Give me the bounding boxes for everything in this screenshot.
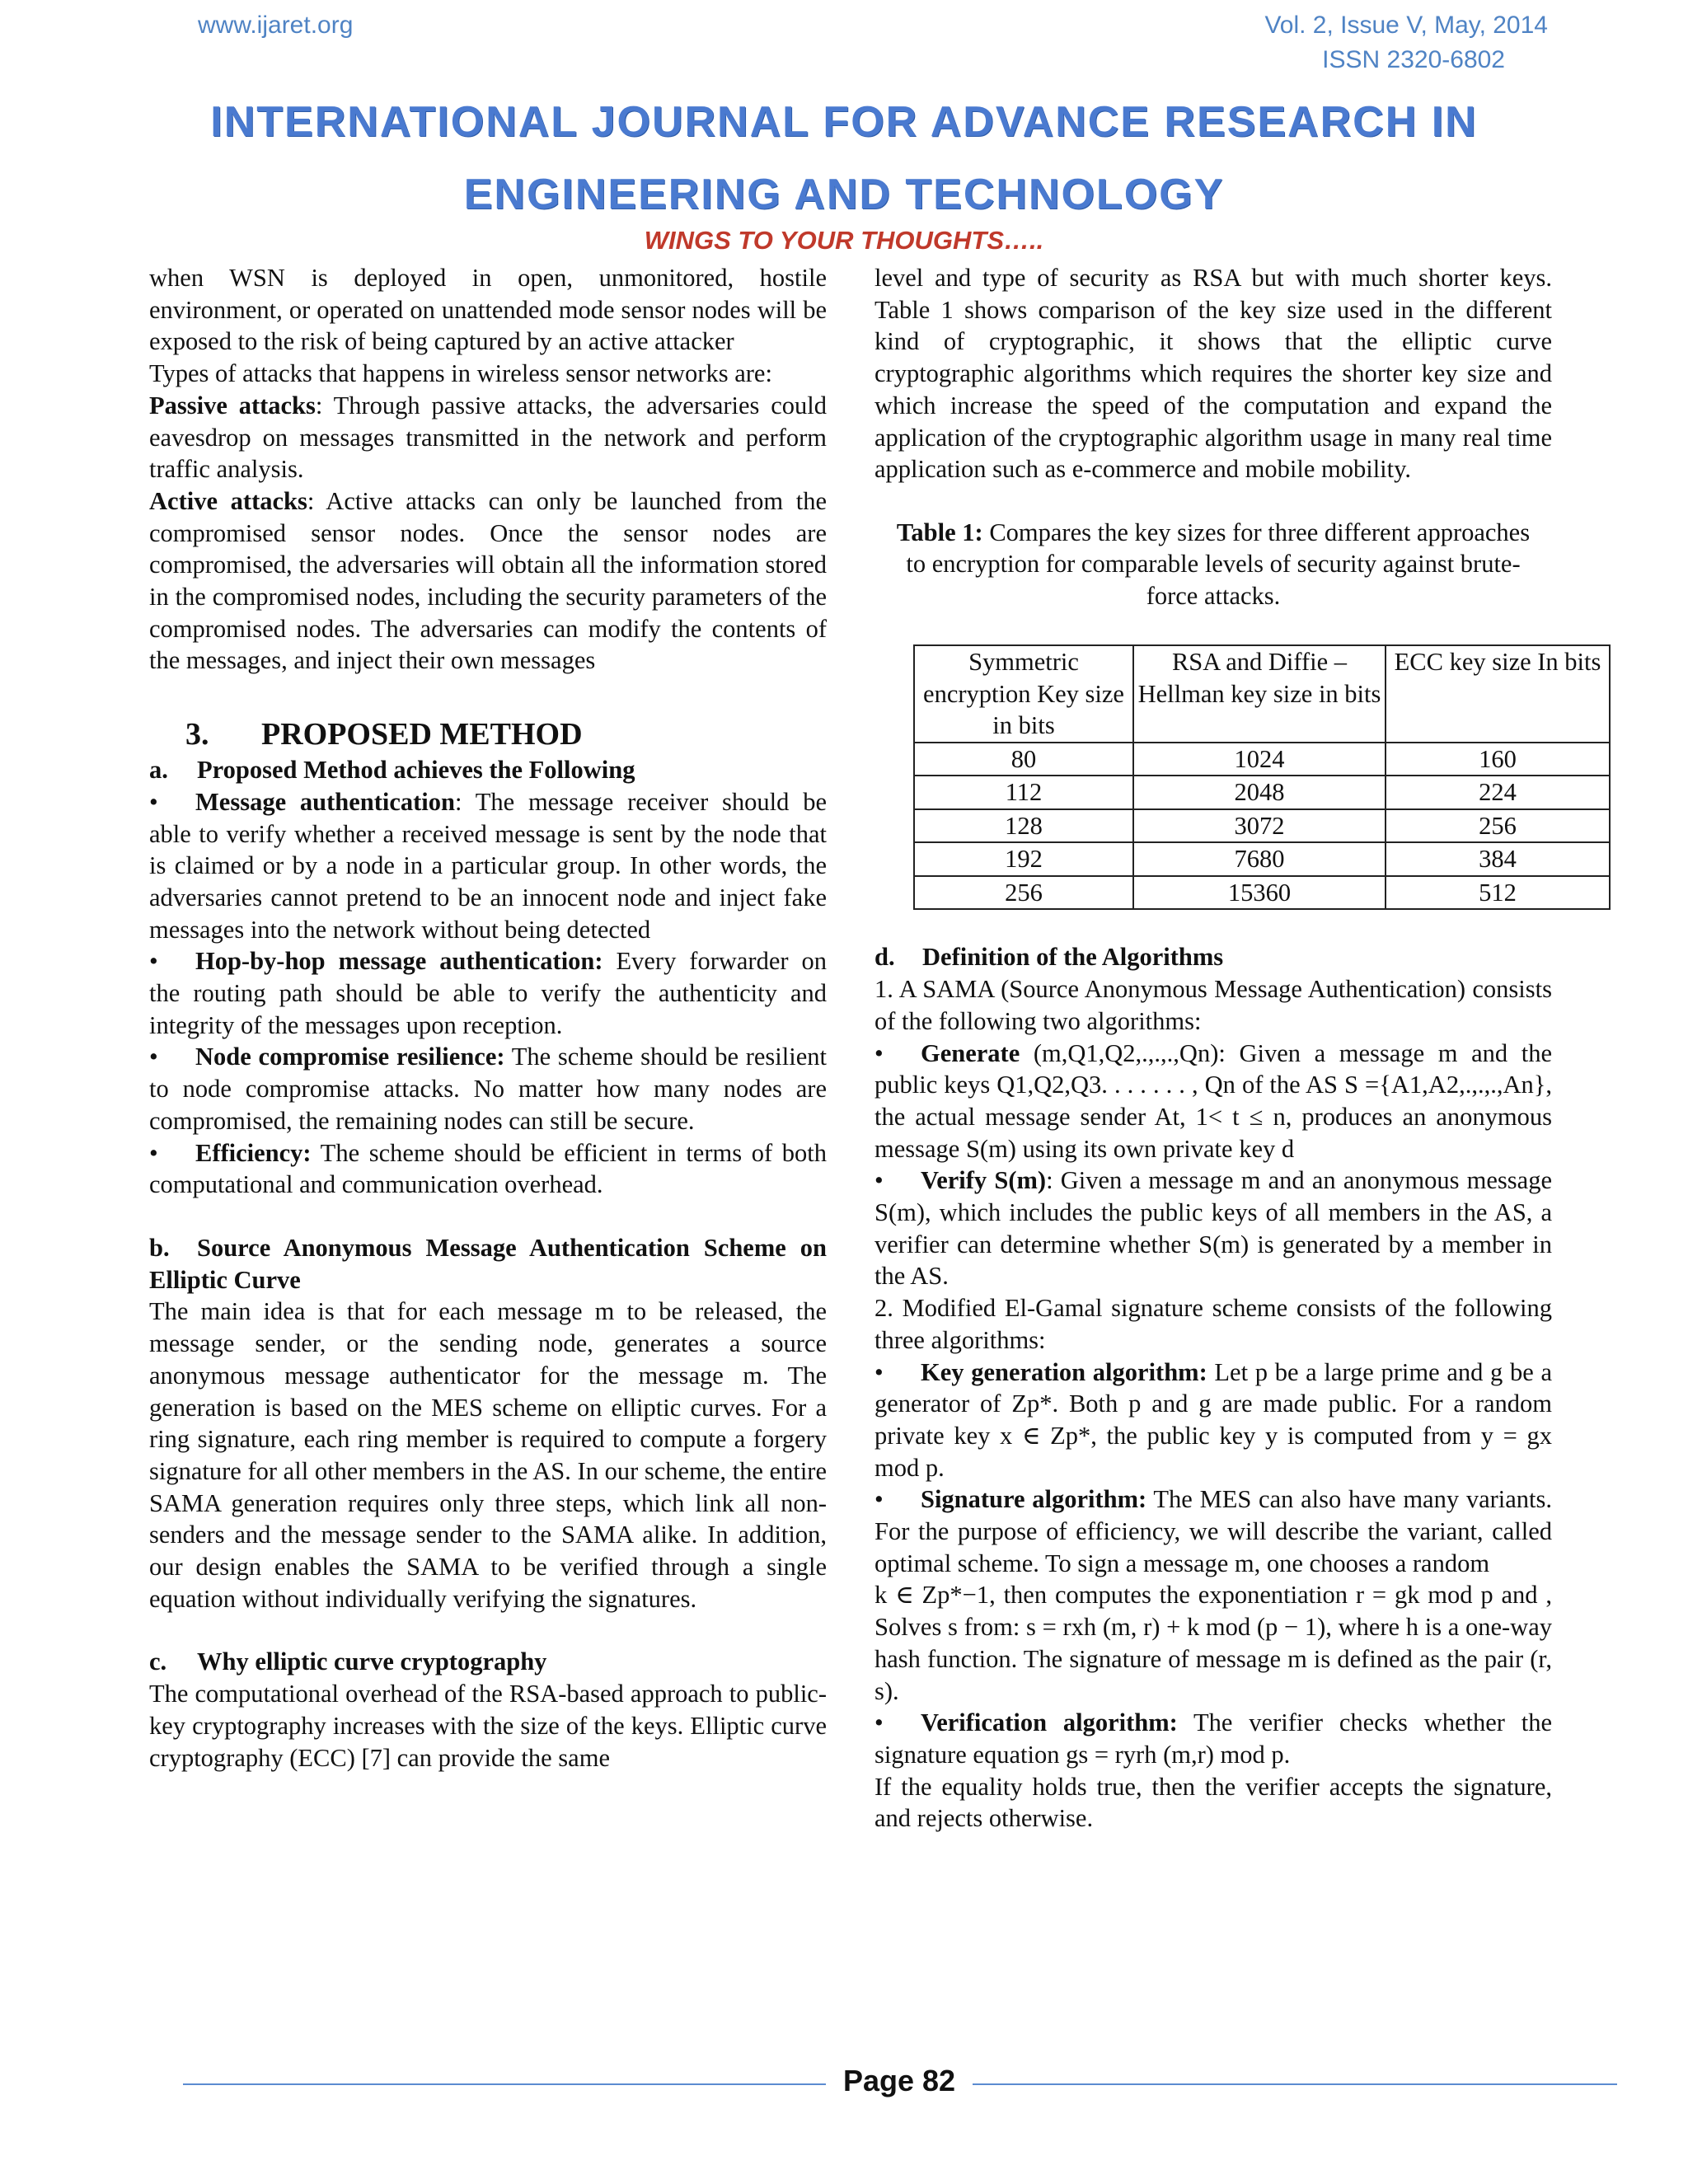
table-header-row (914, 645, 1610, 743)
numbered-item: 1. A SAMA (Source Anonymous Message Authentication) consists of the following two algorithms: (874, 975, 1552, 1035)
list-item-text: : Given a message m and an anonymous message S(m), which includes the public keys of all members in the AS, a verifier can determine whether S(m) is generated by a member in the AS. (874, 1166, 1552, 1291)
list-item (149, 1137, 827, 1201)
list-item (874, 1483, 1552, 1579)
paragraph-text: : Active attacks can only be launched from the compromised sensor nodes. Once the sensor nodes are compromised, the adversaries will obtain all the information stored in the compromised nodes, including the security parameters of the compromised nodes. The adversaries can modify the contents of the messages, and inject their own messages (149, 486, 827, 675)
term-label: Passive attacks (149, 391, 316, 419)
table-row (914, 809, 1610, 843)
list-item-text: : The message receiver should be able to verify whether a received message is sent by the node that is claimed or by a node in a particular group. In other words, the adversaries cannot pretend to be an innocent node and inject fake messages into the network without being detected (149, 787, 827, 944)
volume-info: Vol. 2, Issue V, May, 2014 (1264, 12, 1548, 39)
table-row (914, 776, 1610, 809)
paragraph: The computational overhead of the RSA-based approach to public-key cryptography increases with the size of the keys. Elliptic curve cryptography (ECC) [7] can provide the same (149, 1680, 827, 1772)
bullet-icon: • (874, 1357, 884, 1386)
subsection-label: d. (874, 943, 895, 972)
table-row (914, 743, 1610, 776)
numbered-item: 2. Modified El-Gamal signature scheme consists of the following three algorithms: (874, 1294, 1552, 1354)
journal-tagline: WINGS TO YOUR THOUGHTS….. (644, 226, 1044, 255)
journal-title-line1: INTERNATIONAL JOURNAL FOR ADVANCE RESEARCH IN (210, 98, 1478, 146)
table-header-cell: RSA and Diffie – Hellman key size in bits (1133, 645, 1386, 743)
list-item (874, 1038, 1552, 1165)
paragraph: level and type of security as RSA but with much shorter keys. Table 1 shows comparison of the key size used in the different kind of cryptographic, it shows that the elliptic curve cryptographic algorithms which requires the shorter key size and which increase the speed of the computation and expand the application of the cryptographic algorithm usage in many real time application such as e-commerce and mobile mobility. (874, 264, 1552, 484)
journal-url[interactable]: www.ijaret.org (198, 12, 354, 39)
term-label: Efficiency: (195, 1138, 312, 1167)
table-caption (891, 517, 1536, 612)
list-item-text: Let p be a large prime and g be a generator of Zp*. Both p and g are made public. For a random private key x ∈ Zp*, the public key y is computed from y = gx mod p. (874, 1357, 1552, 1482)
table-cell: 112 (914, 776, 1133, 809)
bullet-icon: • (149, 1138, 158, 1167)
bullet-icon: • (874, 1708, 884, 1737)
bullet-icon: • (149, 947, 158, 976)
table-cell: 15360 (1133, 876, 1386, 910)
paragraph: Types of attacks that happens in wireless sensor networks are: (149, 359, 772, 388)
issn: ISSN 2320-6802 (1322, 46, 1505, 73)
subsection-heading (149, 754, 827, 786)
table-cell: 1024 (1133, 743, 1386, 776)
subsection-title: Source Anonymous Message Authentication Scheme on Elliptic Curve (149, 1233, 827, 1294)
term-label: Verify S(m) (921, 1166, 1047, 1195)
paragraph-text: : Through passive attacks, the adversaries could eavesdrop on messages transmitted in the network and perform traffic analysis. (149, 391, 827, 484)
table-cell: 256 (914, 876, 1133, 910)
list-item (874, 1357, 1552, 1484)
bullet-icon: • (874, 1038, 884, 1067)
table-cell: 192 (914, 842, 1133, 876)
term-label: Key generation algorithm: (921, 1357, 1207, 1386)
subsection-heading (149, 1232, 827, 1296)
right-column (874, 262, 1601, 1835)
list-item (149, 1041, 827, 1137)
term-label: Message authentication (195, 787, 455, 816)
subsection-title: Why elliptic curve cryptography (197, 1647, 547, 1676)
term-label: Node compromise resilience: (195, 1043, 505, 1071)
list-item (149, 786, 827, 946)
list-item (149, 945, 827, 1041)
table-row (914, 842, 1610, 876)
paragraph: The main idea is that for each message m to be released, the message sender, or the sending node, generates a source anonymous message authenticator for the message m. The generation is based on the MES scheme on elliptic curves. For a ring signature, each ring member is required to compute a forgery signature for all other members in the AS. In our scheme, the entire SAMA generation requires only three steps, which link all non-senders and the message sender to the SAMA alike. In addition, our design enables the SAMA to be verified through a single equation without individually verifying the signatures. (149, 1297, 827, 1613)
section-number: 3. (185, 717, 209, 752)
paragraph: k ∈ Zp*−1, then computes the exponentiation r = gk mod p and , Solves s from: s = rxh (m, r) + k mod (p − 1), where h is a one-way hash function. The signature of message m is defined as the pair (r, s). (874, 1581, 1552, 1705)
page-number: Page 82 (842, 2064, 956, 2097)
table-cell: 7680 (1133, 842, 1386, 876)
table-header-cell: Symmetric encryption Key size in bits (914, 645, 1133, 743)
table-cell: 512 (1386, 876, 1610, 910)
list-item-text: (m,Q1,Q2,.,.,.,Qn): Given a message m and the public keys Q1,Q2,Q3. . . . . . . , Qn of the AS S ={A1,A2,.,.,.,An}, the actual message sender At, 1< t ≤ n, produces an anonymous message S(m) using its own private key d (874, 1038, 1552, 1163)
term-label: Active attacks (149, 486, 307, 515)
table-cell: 256 (1386, 809, 1610, 843)
table-cell: 224 (1386, 776, 1610, 809)
list-item-text: The scheme should be efficient in terms of both computational and communication overhead. (149, 1138, 827, 1199)
table-cell: 2048 (1133, 776, 1386, 809)
table-cell: 80 (914, 743, 1133, 776)
bullet-icon: • (874, 1166, 884, 1195)
active-attacks-paragraph (149, 485, 827, 677)
table-cell: 3072 (1133, 809, 1386, 843)
paragraph: when WSN is deployed in open, unmonitored, hostile environment, or operated on unattended mode sensor nodes will be exposed to the risk of being captured by an active attacker (149, 264, 827, 356)
table-cell: 384 (1386, 842, 1610, 876)
key-size-table (913, 644, 1611, 910)
list-item-text: Every forwarder on the routing path should be able to verify the authenticity and integrity of the messages upon reception. (149, 947, 827, 1039)
table-row (914, 876, 1610, 910)
subsection-title: Definition of the Algorithms (922, 943, 1224, 972)
bullet-icon: • (149, 1043, 158, 1071)
bullet-icon: • (149, 787, 158, 816)
list-item-text: The verifier checks whether the signature equation gs = ryrh (m,r) mod p. (874, 1708, 1552, 1769)
list-item (874, 1165, 1552, 1292)
paragraph: If the equality holds true, then the verifier accepts the signature, and rejects otherwise. (874, 1772, 1552, 1833)
list-item-text: The scheme should be resilient to node compromise attacks. No matter how many nodes are compromised, the remaining nodes can still be secure. (149, 1043, 827, 1135)
term-label: Verification algorithm: (921, 1708, 1178, 1737)
footer-rule-right (973, 2083, 1617, 2085)
term-label: Generate (921, 1038, 1020, 1067)
list-item (874, 1707, 1552, 1770)
subsection-heading (149, 1646, 827, 1678)
bullet-icon: • (874, 1485, 884, 1514)
term-label: Hop-by-hop message authentication: (195, 947, 603, 976)
footer-rule-left (183, 2083, 826, 2085)
section-title: PROPOSED METHOD (261, 717, 583, 752)
table-cell: 160 (1386, 743, 1610, 776)
term-label: Signature algorithm: (921, 1485, 1147, 1514)
passive-attacks-paragraph (149, 390, 827, 485)
journal-title-line2: ENGINEERING AND TECHNOLOGY (463, 171, 1225, 218)
table-cell: 128 (914, 809, 1133, 843)
subsection-label: a. (149, 756, 168, 785)
subsection-title: Proposed Method achieves the Following (197, 756, 635, 785)
caption-label: Table 1: (896, 518, 983, 546)
subsection-label: c. (149, 1647, 167, 1676)
subsection-heading (874, 941, 1552, 973)
list-item-text: The MES can also have many variants. For the purpose of efficiency, we will describe the variant, called optimal scheme. To sign a message m, one chooses a random (874, 1485, 1552, 1577)
left-column (149, 262, 827, 1774)
subsection-label: b. (149, 1233, 170, 1262)
section-heading (185, 715, 827, 754)
caption-text: Compares the key sizes for three different approaches to encryption for comparable levels of security against brute-force attacks. (906, 518, 1531, 610)
table-header-cell: ECC key size In bits (1386, 645, 1610, 743)
